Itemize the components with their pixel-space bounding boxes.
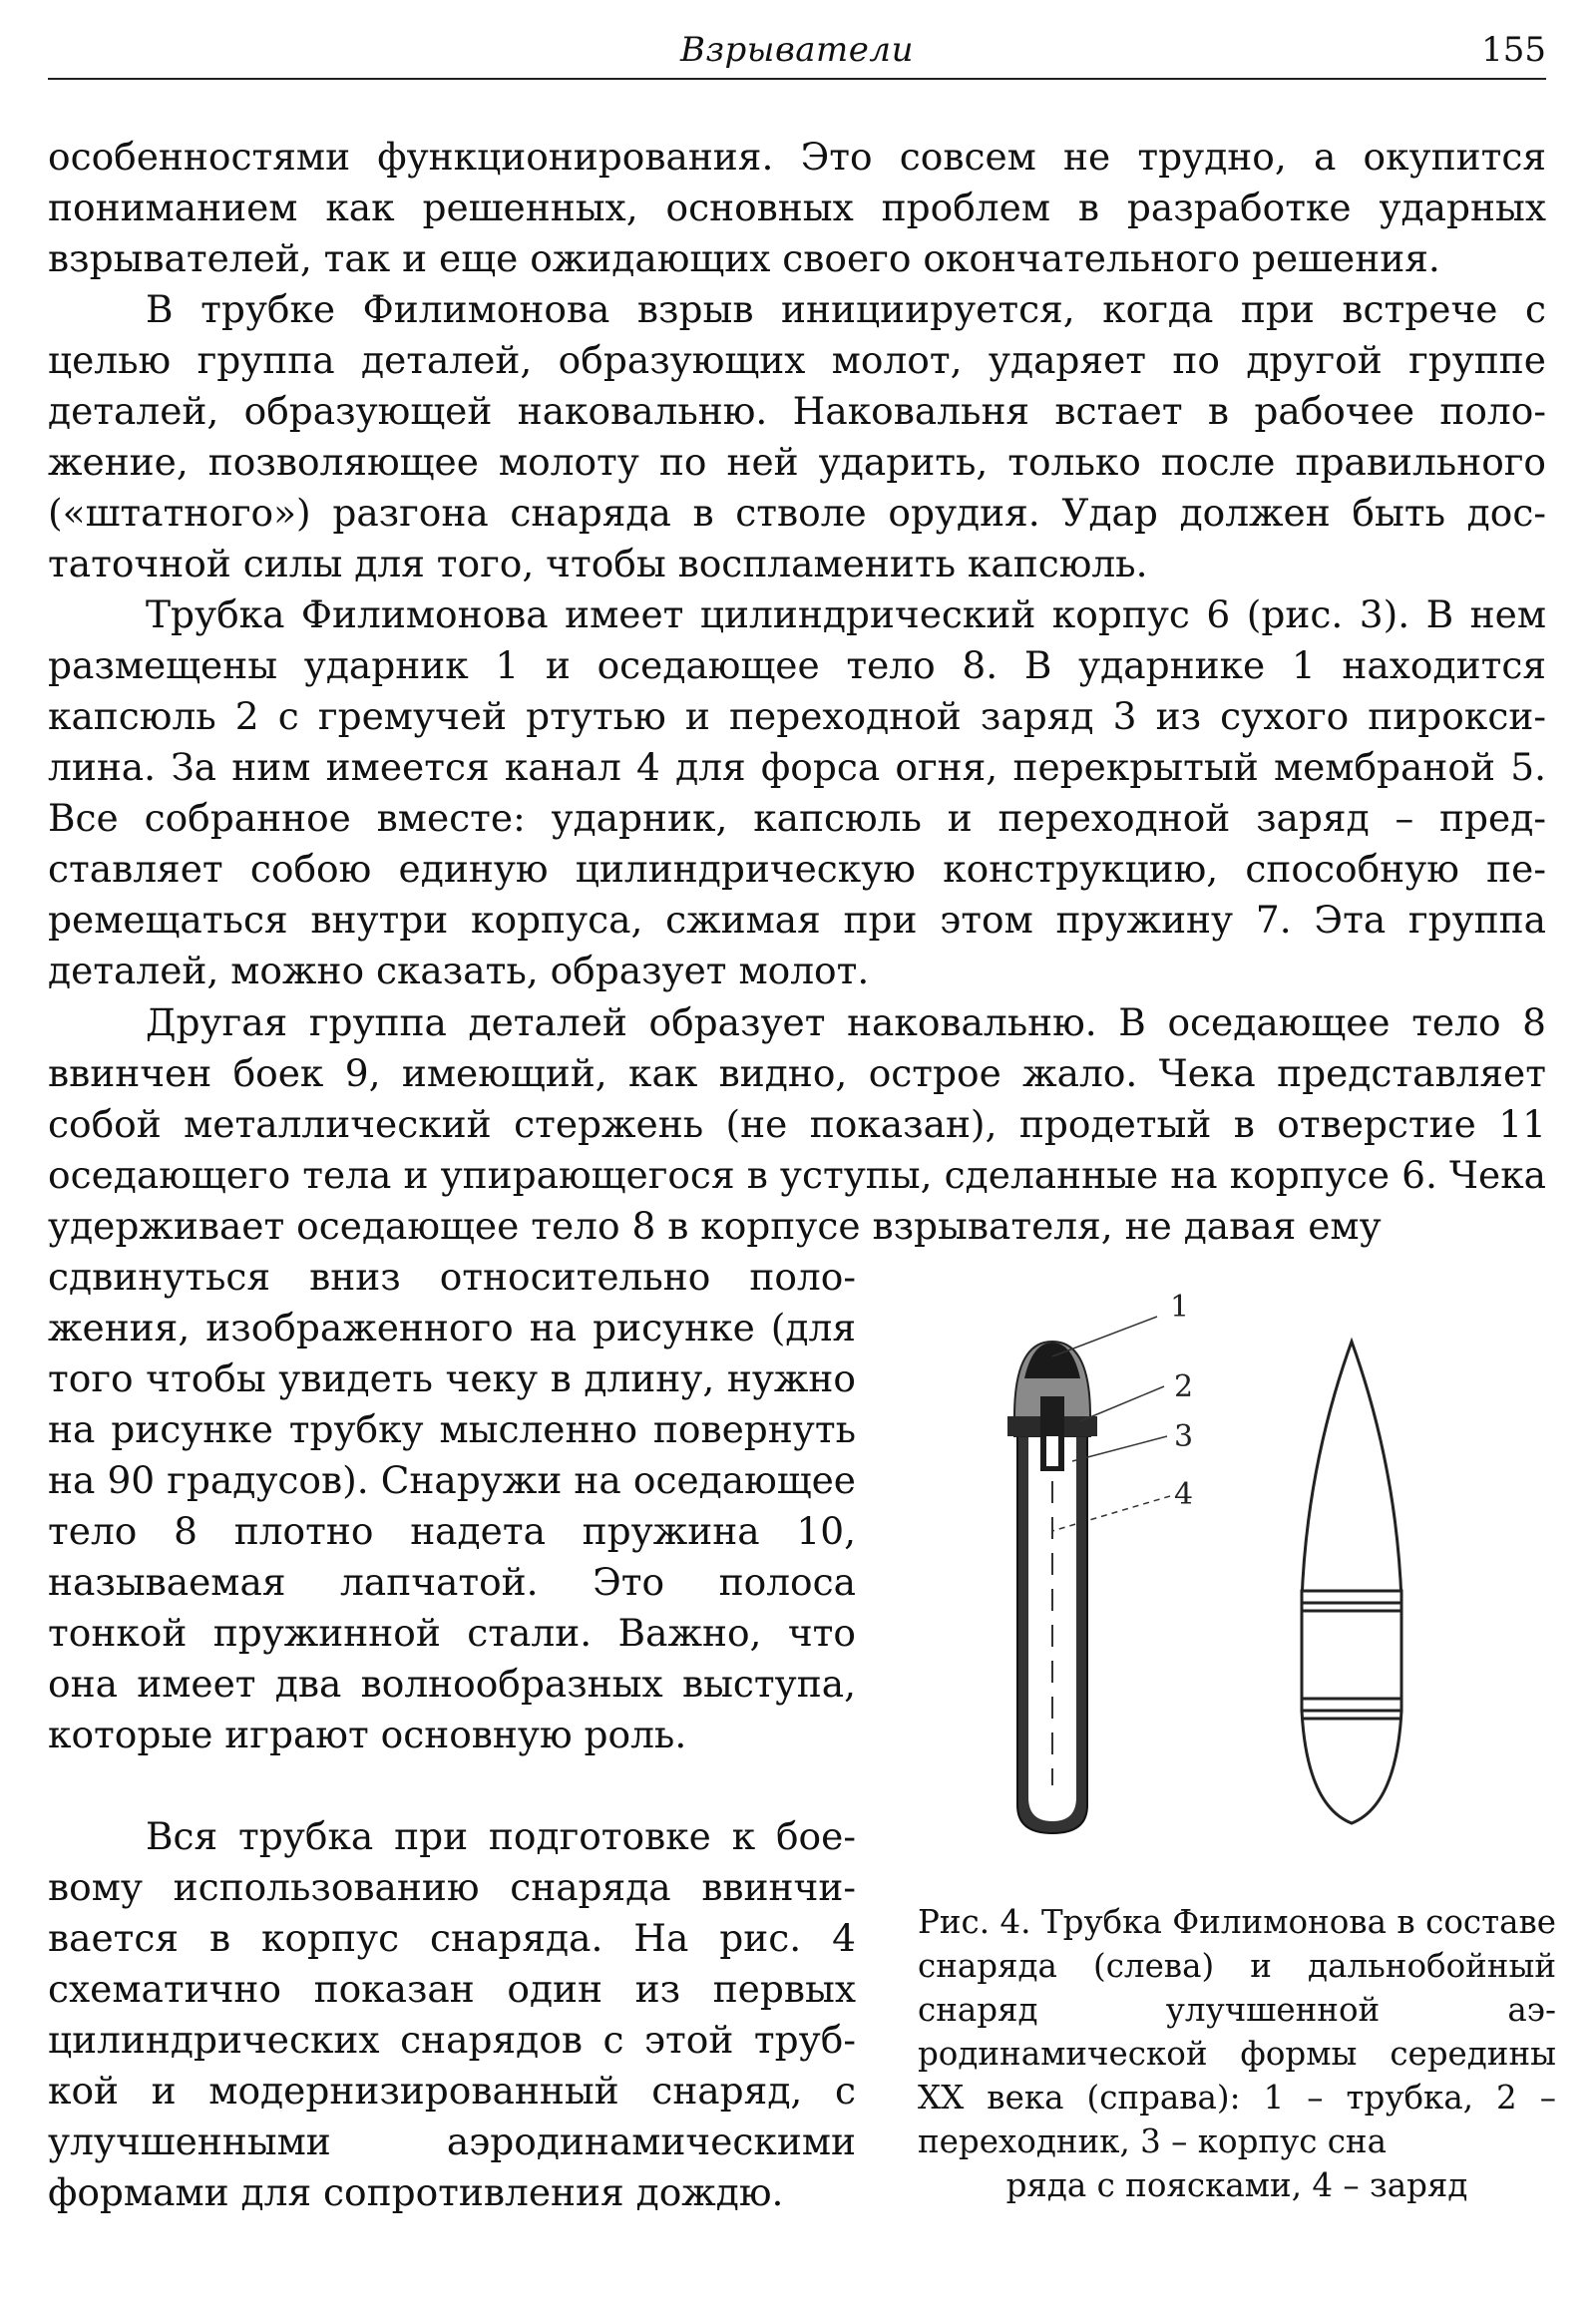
figure-4-drawing <box>903 1287 1591 1895</box>
left-projectile-with-fuze <box>1007 1342 1097 1833</box>
paragraph-1: особенностями функционирования. Это совсем не трудно, а окупится пониманием как решенных, основных проблем в разработке ударных взрывателей, так и еще ожидающих своего окончательного решения. <box>48 135 1546 280</box>
running-title: Взрыватели <box>680 30 914 70</box>
label-2: 2 <box>1174 1369 1194 1404</box>
caption-main: Рис. 4. Трубка Филимонова в составе снаряда (слева) и дальнобойный снаряд улучшенной аэродинамической формы середины XX века (справа): 1 – трубка, 2 – переходник, 3 – корпус сна <box>918 1903 1556 2160</box>
right-aerodynamic-shell <box>1302 1342 1401 1823</box>
figure-caption <box>918 1900 1556 2207</box>
label-3: 3 <box>1174 1419 1194 1454</box>
paragraph-4-continued: сдвинуться вниз относительно положения, изображенного на рисунке (для того чтобы увидеть чеку в длину, нужно на рисунке трубку мысленно повернуть на 90 градусов). Снаружи на оседающее тело 8 плотно надета пружина 10, называемая лапчатой. Это полоса тонкой пружинной стали. Важно, что она имеет два волнообразных выступа, которые играют основную роль. <box>48 1255 856 1756</box>
paragraph-4: Другая группа деталей образует наковальню. В оседающее тело 8 ввинчен боек 9, имеющий, как видно, острое жало. Чека представляет собой металлический стержень (не показан), продетый в отверстие 11 оседающего тела и упирающегося в уступы, сделанные на корпусе 6. Чека удерживает оседающее тело 8 в корпусе взрывателя, не давая ему <box>48 1000 1546 1248</box>
running-header <box>48 22 1546 80</box>
label-4: 4 <box>1174 1477 1194 1512</box>
label-1: 1 <box>1170 1290 1190 1325</box>
paragraph-3: Трубка Филимонова имеет цилиндрический корпус 6 (рис. 3). В нем размещены ударник 1 и оседающее тело 8. В ударнике 1 находится капсюль 2 с гремучей ртутью и переходной заряд 3 из сухого пироксилина. За ним имеется канал 4 для форса огня, перекрытый мембраной 5. Все собранное вместе: ударник, капсюль и переходной заряд – представляет собою единую цилиндрическую конструкцию, способную перемещаться внутри корпуса, сжимая при этом пружину 7. Эта группа деталей, можно сказать, образует молот. <box>48 592 1546 992</box>
paragraph-5: Вся трубка при подготовке к боевому использованию снаряда ввинчивается в корпус снаряда. На рис. 4 схематично показан один из первых цилиндрических снарядов с этой трубкой и модернизированный снаряд, с улучшенными аэродинамическими формами для сопротивления дождю. <box>48 1814 856 2214</box>
paragraph-2: В трубке Филимонова взрыв инициируется, когда при встрече с целью группа деталей, образующих молот, ударяет по другой группе деталей, образующей наковальню. Наковальня встает в рабочее положение, позволяющее молоту по ней ударить, только после правильного («штатного») разгона снаряда в стволе орудия. Удар должен быть достаточной силы для того, чтобы воспламенить капсюль. <box>48 287 1546 585</box>
caption-last-line: ряда с поясками, 4 – заряд <box>1005 2166 1468 2204</box>
page-number: 155 <box>1481 30 1546 70</box>
